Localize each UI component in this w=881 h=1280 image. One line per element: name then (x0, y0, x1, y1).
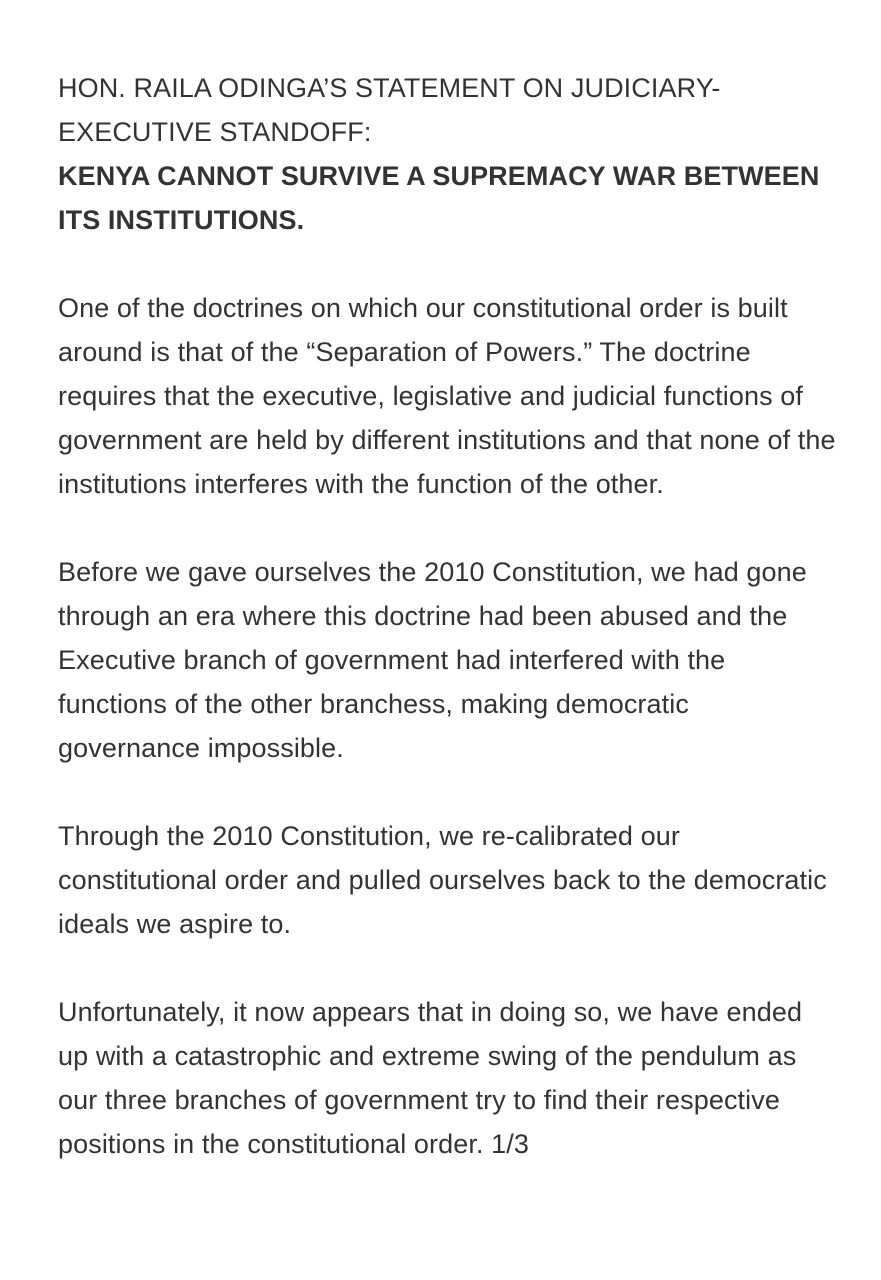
paragraph-pendulum: Unfortunately, it now appears that in doing so, we have ended up with a catastrophic and extreme swing of the pendulum as our three branches of government try to find their respective positions in the constitutional order. 1/3 (58, 997, 803, 1159)
statement-header (58, 66, 838, 242)
statement-document (58, 66, 838, 1166)
statement-headline: KENYA CANNOT SURVIVE A SUPREMACY WAR BETWEEN ITS INSTITUTIONS. (58, 161, 820, 235)
paragraph-separation-of-powers: One of the doctrines on which our constitutional order is built around is that of the “Separation of Powers.” The doctrine requires that the executive, legislative and judicial functions of government are held by different institutions and that none of the institutions interferes with the function of the other. (58, 293, 836, 499)
paragraph-recalibration: Through the 2010 Constitution, we re-calibrated our constitutional order and pulled ourselves back to the democratic ideals we aspire to. (58, 821, 827, 939)
paragraph-before-2010: Before we gave ourselves the 2010 Constitution, we had gone through an era where this doctrine had been abused and the Executive branch of government had interfered with the functions of the other branchess, making democratic governance impossible. (58, 557, 807, 763)
statement-title: HON. RAILA ODINGA’S STATEMENT ON JUDICIARY-EXECUTIVE STANDOFF: (58, 73, 721, 147)
